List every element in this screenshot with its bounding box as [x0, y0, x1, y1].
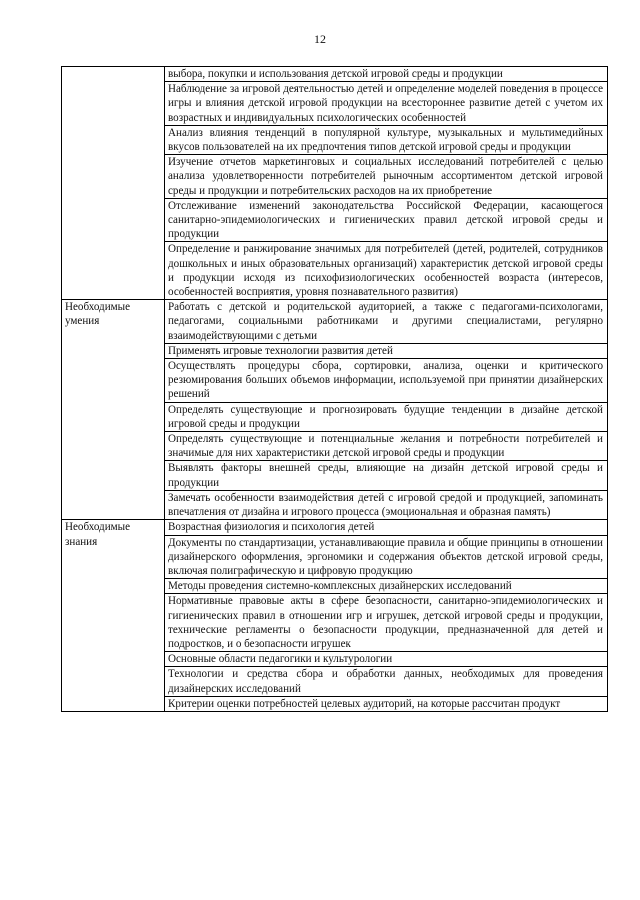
table-cell: Определять существующие и потенциальные желания и потребности потребителей и значимые для них характеристики детской игровой среды и продукции [165, 432, 608, 461]
section-label [62, 67, 165, 300]
table-cell: Методы проведения системно-комплексных дизайнерских исследований [165, 579, 608, 594]
table-cell: Документы по стандартизации, устанавливающие правила и общие принципы в отношении дизайнерского оформления, эргономики и содержания объектов детской игровой среды, включая полиграфическую и цифровую продукцию [165, 535, 608, 579]
table-cell: Изучение отчетов маркетинговых и социальных исследований потребителей с целью анализа удовлетворенности потребителей рыночным ассортиментом детской игровой среды и продукции и потребительских расходов на их приобретение [165, 155, 608, 199]
table-cell: Выявлять факторы внешней среды, влияющие на дизайн детской игровой среды и продукции [165, 461, 608, 490]
table-cell: Основные области педагогики и культурологии [165, 652, 608, 667]
table-cell: Критерии оценки потребностей целевых аудиторий, на которые рассчитан продукт [165, 696, 608, 711]
requirements-table [61, 66, 608, 712]
table-cell: Определять существующие и прогнозировать будущие тенденции в дизайне детской игровой среды и продукции [165, 402, 608, 431]
table-cell: Работать с детской и родительской аудиторией, а также с педагогами-психологами, педагогами, социальными работниками и другими специалистами, регулярно взаимодействующими с детьми [165, 300, 608, 344]
table-cell: Анализ влияния тенденций в популярной культуре, музыкальных и мультимедийных вкусов пользователей на их предпочтения типов детской игровой среды и продукции [165, 125, 608, 154]
table-cell: Нормативные правовые акты в сфере безопасности, санитарно-эпидемиологических и гигиенических правил в отношении игр и игрушек, детской игровой среды и продукции, технические регламенты о безопасности продукции, предназначенной для детей и подростков, и о безопасности игрушек [165, 594, 608, 652]
section-label-knowledge: Необходимые знания [62, 520, 165, 712]
table-cell: Осуществлять процедуры сбора, сортировки, анализа, оценки и критического резюмирования больших объемов информации, используемой при принятии дизайнерских решений [165, 359, 608, 403]
table-cell: Технологии и средства сбора и обработки данных, необходимых для проведения дизайнерских исследований [165, 667, 608, 696]
table-cell: Определение и ранжирование значимых для потребителей (детей, родителей, сотрудников дошкольных и иных образовательных организаций) характеристик детской игровой среды и продукции исходя из психофизиологических особенностей возраста (интересов, особенностей восприятия, уровня познавательного развития) [165, 242, 608, 300]
table-row [62, 520, 608, 535]
table-cell: Возрастная физиология и психология детей [165, 520, 608, 535]
table-cell: выбора, покупки и использования детской игровой среды и продукции [165, 67, 608, 82]
table-cell: Замечать особенности взаимодействия детей с игровой средой и продукцией, запоминать впечатления от дизайна и игрового процесса (эмоциональная и образная память) [165, 490, 608, 519]
table-cell: Применять игровые технологии развития детей [165, 343, 608, 358]
section-label-skills: Необходимые умения [62, 300, 165, 520]
table-row [62, 300, 608, 344]
table-row [62, 67, 608, 82]
table-cell: Отслеживание изменений законодательства Российской Федерации, касающегося санитарно-эпидемиологических и гигиенических правил детской игровой среды и продукции [165, 198, 608, 242]
page-number: 12 [314, 32, 326, 46]
table-cell: Наблюдение за игровой деятельностью детей и определение моделей поведения в процессе игры и влияния детской игровой продукции на всестороннее развитие детей с учетом их возрастных и индивидуальных психологических особенностей [165, 82, 608, 126]
